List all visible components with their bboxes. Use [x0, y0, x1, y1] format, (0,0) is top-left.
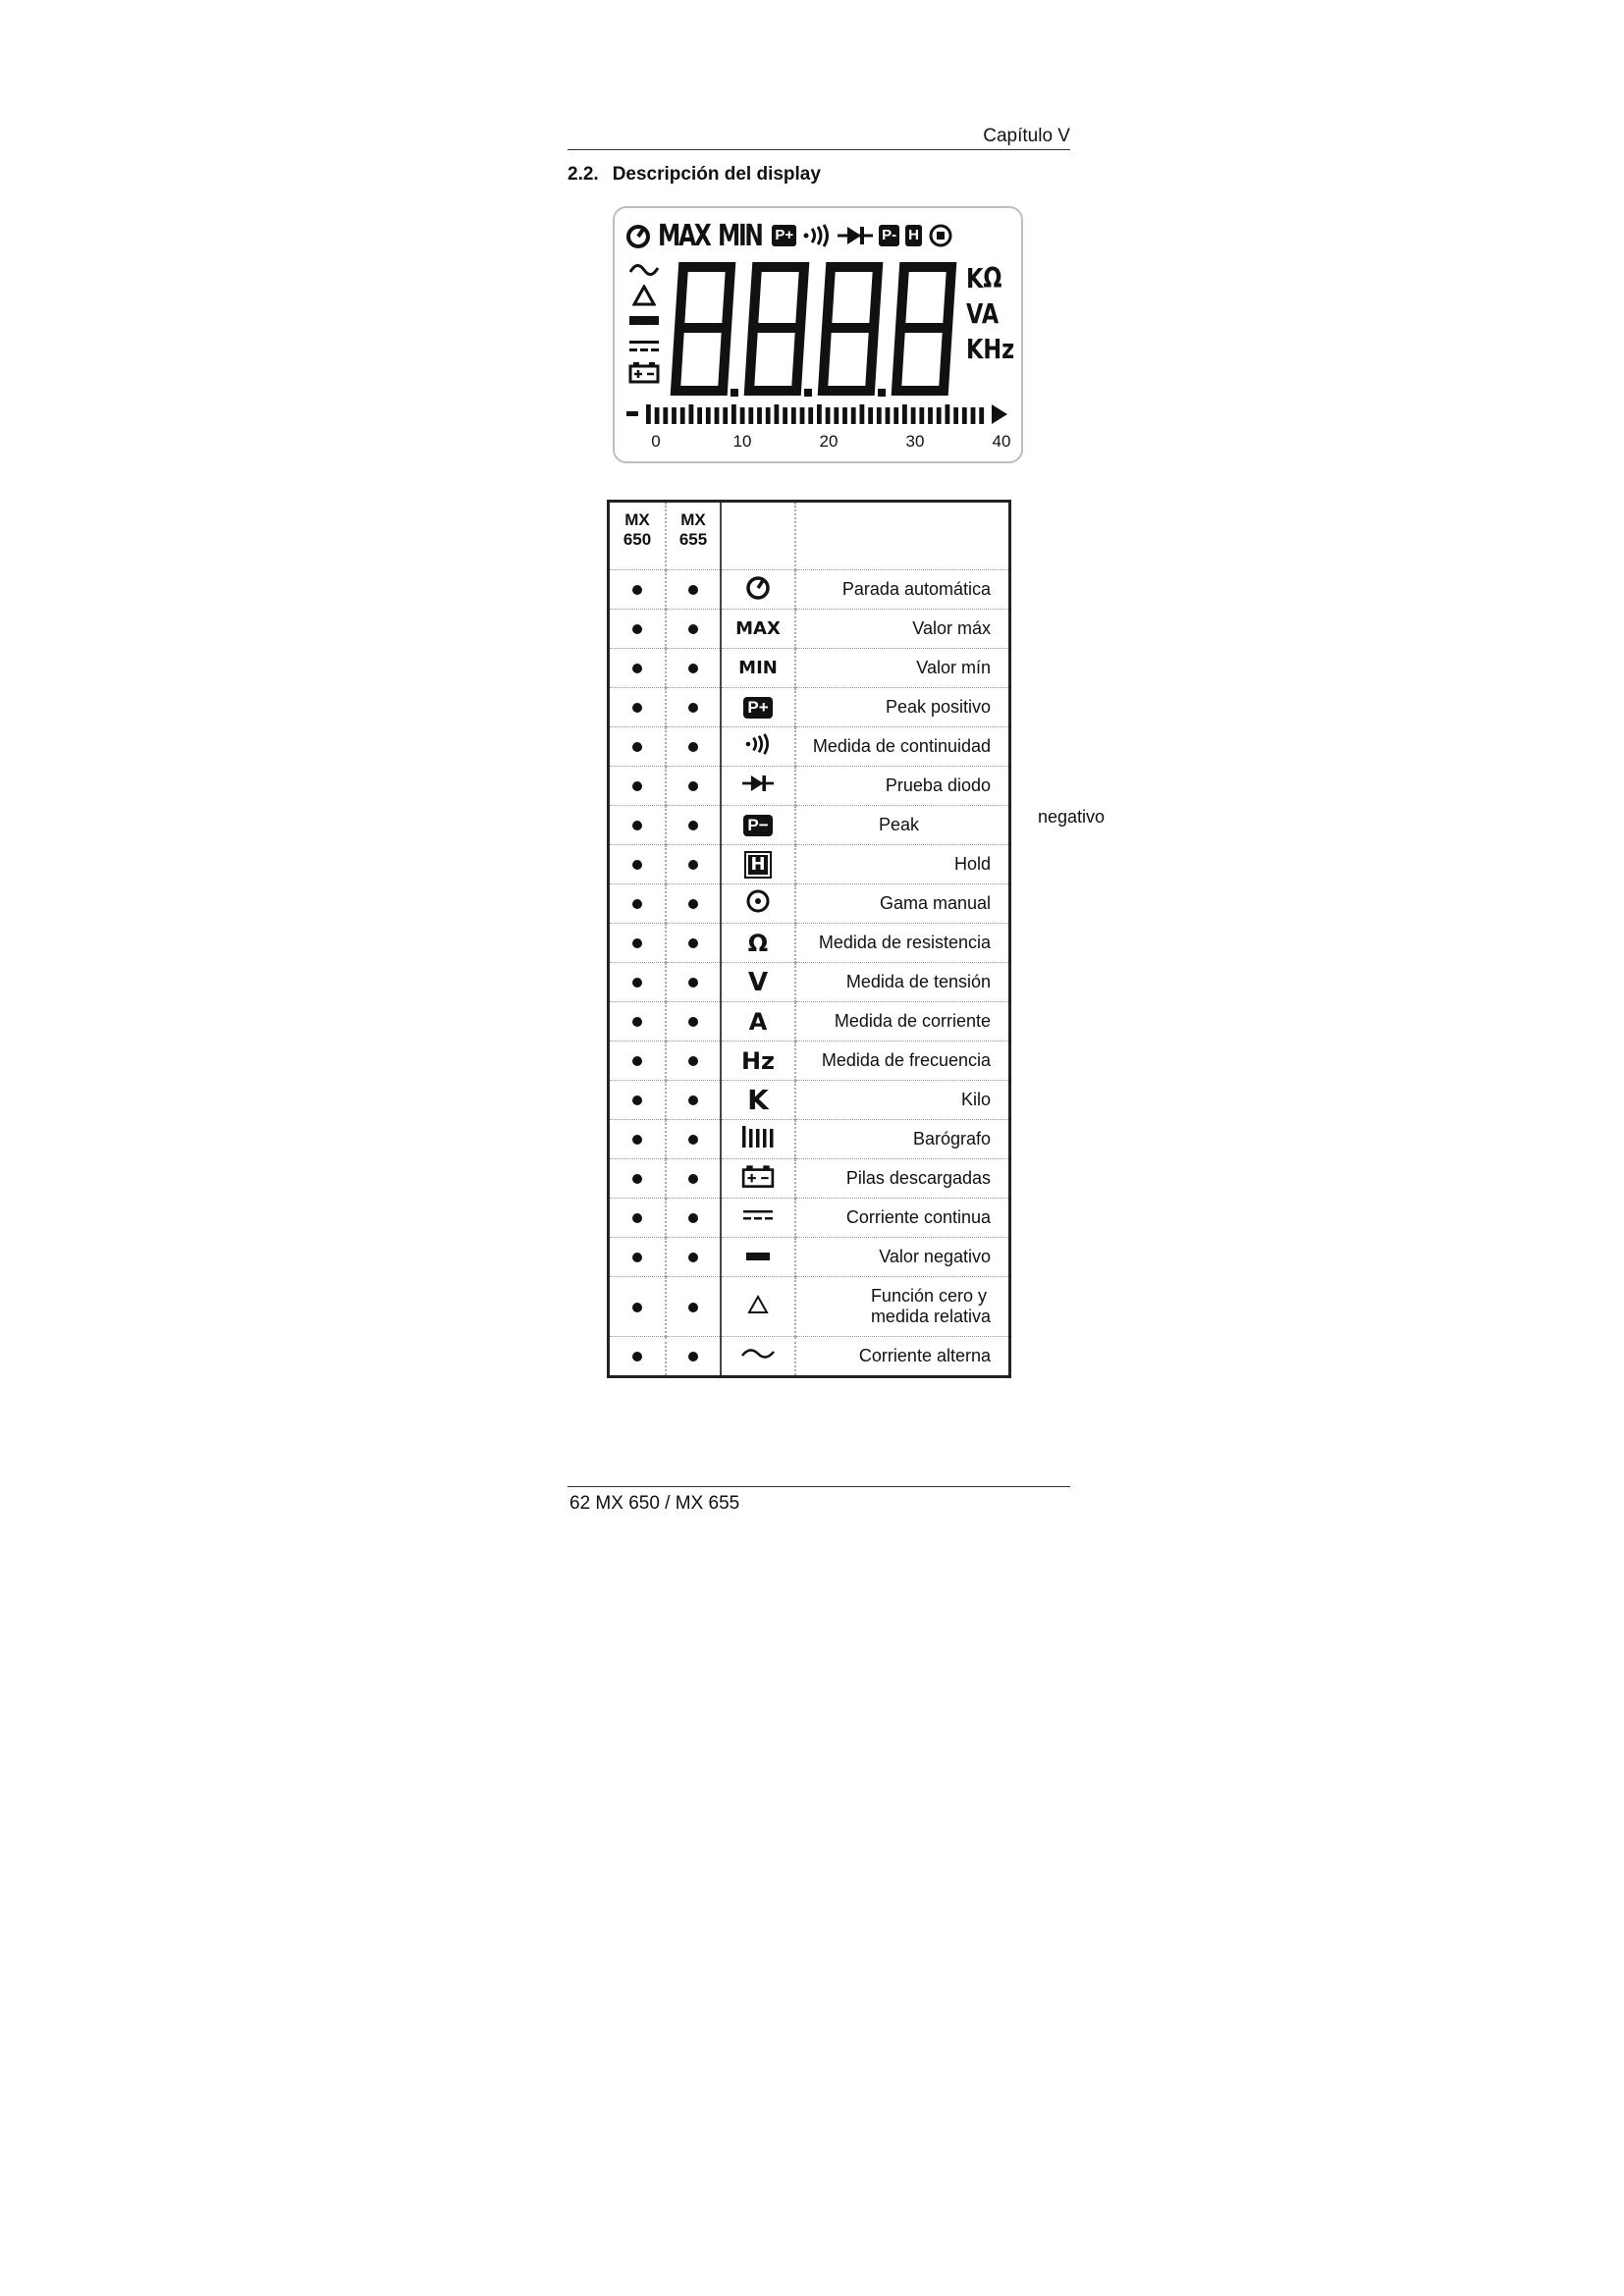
bargraph-segment — [655, 407, 660, 424]
bargraph-segment — [953, 407, 958, 424]
row-label: Peak — [795, 806, 1010, 845]
dc-icon — [624, 334, 664, 359]
bargraph-segment — [731, 404, 736, 424]
availability-dot — [688, 1135, 698, 1145]
section-number: 2.2. — [568, 164, 599, 185]
lcd-left-column — [624, 257, 664, 385]
availability-dot — [632, 1303, 642, 1312]
bargraph-segment — [689, 404, 694, 424]
row-label: Valor negativo — [795, 1238, 1010, 1277]
auto-off-icon — [743, 572, 773, 602]
bargraph-segment — [757, 407, 762, 424]
footer-rule — [568, 1486, 1070, 1487]
table-header-row — [609, 502, 1010, 570]
diode-icon — [838, 224, 873, 247]
bargraph-segment — [697, 407, 702, 424]
ac-wave-icon — [624, 257, 664, 283]
min-symbol: MIN — [738, 658, 778, 678]
header-mx650: MX 650 — [609, 502, 667, 570]
auto-off-icon — [624, 222, 652, 249]
lcd-peak-plus-chip: P+ — [772, 225, 796, 246]
row-label: Prueba diodo — [795, 767, 1010, 806]
table-row — [609, 1081, 1010, 1120]
bargraph-segment — [946, 404, 950, 424]
table-row — [609, 570, 1010, 610]
delta-icon — [746, 1294, 770, 1315]
bargraph-segment — [893, 407, 898, 424]
availability-dot — [632, 1213, 642, 1223]
bargraph-segment — [886, 407, 891, 424]
availability-dot — [632, 1174, 642, 1184]
hertz-symbol: Hz — [740, 1046, 776, 1075]
lcd-unit-khz: KHz — [966, 333, 1015, 365]
bargraph-segment — [800, 407, 805, 424]
overflow-note: negativo — [1038, 807, 1106, 827]
bargraph-segment — [937, 407, 942, 424]
bargraph-segment — [766, 407, 771, 424]
continuity-icon — [744, 733, 772, 755]
row-label: Barógrafo — [795, 1120, 1010, 1159]
volt-symbol: V — [747, 967, 769, 997]
ohm-symbol: Ω — [747, 929, 769, 957]
row-label: Hold — [795, 845, 1010, 884]
bargraph-segment — [834, 407, 839, 424]
hold-icon: H — [744, 851, 772, 879]
availability-dot — [688, 585, 698, 595]
lcd-units — [966, 261, 1014, 367]
bargraph-segment — [715, 407, 720, 424]
row-label: Medida de tensión — [795, 963, 1010, 1002]
bargraph-segment — [680, 407, 685, 424]
ac-wave-icon — [740, 1344, 776, 1363]
availability-dot — [688, 742, 698, 752]
lcd-unit-kohm: KΩ — [966, 262, 1002, 294]
bargraph-arrow — [992, 404, 1007, 424]
availability-dot — [688, 978, 698, 988]
diode-icon — [742, 773, 774, 794]
peak-plus-icon: P+ — [743, 697, 772, 719]
table-row — [609, 806, 1010, 845]
row-label: Corriente alterna — [795, 1337, 1010, 1377]
availability-dot — [688, 1213, 698, 1223]
availability-dot — [632, 1352, 642, 1362]
availability-dot — [688, 1174, 698, 1184]
bargraph-segment — [868, 407, 873, 424]
amp-symbol: A — [748, 1007, 768, 1036]
bargraph-segment — [663, 407, 668, 424]
table-row — [609, 1337, 1010, 1377]
scale-label-10: 10 — [732, 432, 752, 451]
table-row — [609, 649, 1010, 688]
availability-dot — [688, 1056, 698, 1066]
table-row — [609, 1238, 1010, 1277]
row-label: Peak positivo — [795, 688, 1010, 727]
availability-dot — [632, 742, 642, 752]
table-row — [609, 924, 1010, 963]
bargraph-segment — [740, 407, 745, 424]
availability-dot — [632, 1017, 642, 1027]
bargraph-icon — [741, 1124, 775, 1149]
availability-dot — [688, 899, 698, 909]
lcd-max-label: MAX — [658, 218, 710, 253]
scale-label-40: 40 — [992, 432, 1011, 451]
lcd-display — [613, 206, 1023, 463]
bargraph-segment — [842, 407, 847, 424]
scale-label-0: 0 — [651, 432, 661, 451]
section-title-text: Descripción del display — [612, 164, 821, 185]
table-row — [609, 727, 1010, 767]
decimal-point-2 — [804, 389, 812, 397]
availability-dot — [632, 1056, 642, 1066]
availability-dot — [632, 1135, 642, 1145]
header-description — [795, 502, 1010, 570]
bargraph-segment — [706, 407, 711, 424]
bargraph-segment — [902, 404, 907, 424]
row-label: Parada automática — [795, 570, 1010, 610]
bargraph-segment — [971, 407, 976, 424]
continuity-icon — [802, 224, 832, 247]
availability-dot — [632, 1253, 642, 1262]
row-label: Valor máx — [795, 610, 1010, 649]
availability-dot — [688, 1352, 698, 1362]
digit-2 — [749, 267, 804, 391]
bargraph-segment — [817, 404, 822, 424]
bargraph-segment — [748, 407, 753, 424]
availability-dot — [688, 624, 698, 634]
lcd-min-label: MIN — [718, 218, 762, 253]
battery-icon — [624, 359, 664, 385]
availability-dot — [688, 860, 698, 870]
table-row — [609, 1277, 1010, 1337]
scale-label-20: 20 — [819, 432, 839, 451]
decimal-point-3 — [878, 389, 886, 397]
bargraph-segment — [723, 407, 728, 424]
bargraph-segment — [911, 407, 916, 424]
availability-dot — [632, 821, 642, 830]
battery-icon — [741, 1163, 775, 1189]
availability-dot — [632, 938, 642, 948]
availability-dot — [632, 703, 642, 713]
availability-dot — [688, 781, 698, 791]
bargraph-segment — [808, 407, 813, 424]
row-label: Función cero y medida relativa — [795, 1277, 1010, 1337]
row-label: Kilo — [795, 1081, 1010, 1120]
availability-dot — [688, 664, 698, 673]
table-row — [609, 1002, 1010, 1041]
row-label: Pilas descargadas — [795, 1159, 1010, 1199]
bargraph-segment — [791, 407, 796, 424]
table-row — [609, 1159, 1010, 1199]
availability-dot — [688, 703, 698, 713]
table-row — [609, 884, 1010, 924]
seven-segment-digits — [670, 259, 964, 404]
row-label: Medida de corriente — [795, 1002, 1010, 1041]
header-rule — [568, 149, 1070, 150]
availability-dot — [688, 821, 698, 830]
bargraph-segment — [851, 407, 856, 424]
availability-dot — [688, 1253, 698, 1262]
availability-dot — [632, 781, 642, 791]
bargraph-segment — [979, 407, 984, 424]
availability-dot — [688, 1303, 698, 1312]
bargraph-scale — [615, 432, 1025, 454]
scale-label-30: 30 — [905, 432, 925, 451]
peak-minus-icon: P− — [743, 815, 772, 836]
availability-dot — [632, 585, 642, 595]
row-label: Medida de continuidad — [795, 727, 1010, 767]
lcd-top-row — [624, 218, 953, 253]
table-row — [609, 688, 1010, 727]
table-row — [609, 767, 1010, 806]
row-label: Medida de resistencia — [795, 924, 1010, 963]
manual-range-icon — [928, 223, 953, 248]
header-mx655: MX 655 — [666, 502, 721, 570]
chapter-label: Capítulo V — [983, 126, 1070, 146]
availability-dot — [632, 624, 642, 634]
bargraph-minus — [626, 411, 638, 416]
availability-dot — [688, 1095, 698, 1105]
manual-range-icon — [745, 888, 771, 914]
header-symbol — [721, 502, 795, 570]
bargraph-segment — [775, 404, 780, 424]
digit-3 — [823, 267, 878, 391]
bargraph-segment — [826, 407, 831, 424]
lcd-peak-minus-chip: P- — [879, 225, 899, 246]
footer-page-label: 62 MX 650 / MX 655 — [569, 1493, 740, 1514]
digit-1 — [676, 267, 731, 391]
max-symbol: MAX — [735, 618, 781, 639]
availability-dot — [632, 860, 642, 870]
negative-bar-icon — [624, 308, 664, 334]
availability-dot — [632, 899, 642, 909]
table-row — [609, 1120, 1010, 1159]
lcd-unit-va: VA — [966, 297, 1000, 330]
table-row — [609, 610, 1010, 649]
bargraph-segment — [919, 407, 924, 424]
table-row — [609, 1199, 1010, 1238]
table-row — [609, 963, 1010, 1002]
kilo-symbol: K — [747, 1084, 769, 1116]
symbol-table — [607, 500, 1011, 1378]
row-label: Valor mín — [795, 649, 1010, 688]
bargraph — [626, 402, 1015, 426]
negative-bar-icon — [745, 1251, 771, 1262]
table-row — [609, 845, 1010, 884]
bargraph-segment — [928, 407, 933, 424]
delta-icon — [624, 283, 664, 308]
bargraph-segment — [860, 404, 865, 424]
availability-dot — [688, 1017, 698, 1027]
bargraph-segment — [877, 407, 882, 424]
bargraph-segment — [962, 407, 967, 424]
availability-dot — [688, 938, 698, 948]
digit-4 — [896, 267, 951, 391]
decimal-point-1 — [731, 389, 738, 397]
lcd-hold-chip: H — [905, 225, 922, 246]
bargraph-segment — [783, 407, 787, 424]
availability-dot — [632, 664, 642, 673]
availability-dot — [632, 978, 642, 988]
row-label: Corriente continua — [795, 1199, 1010, 1238]
bargraph-segment — [646, 404, 651, 424]
bargraph-segment — [672, 407, 677, 424]
availability-dot — [632, 1095, 642, 1105]
table-row — [609, 1041, 1010, 1081]
section-title — [568, 164, 821, 186]
row-label: Gama manual — [795, 884, 1010, 924]
dc-icon — [741, 1207, 775, 1223]
row-label: Medida de frecuencia — [795, 1041, 1010, 1081]
